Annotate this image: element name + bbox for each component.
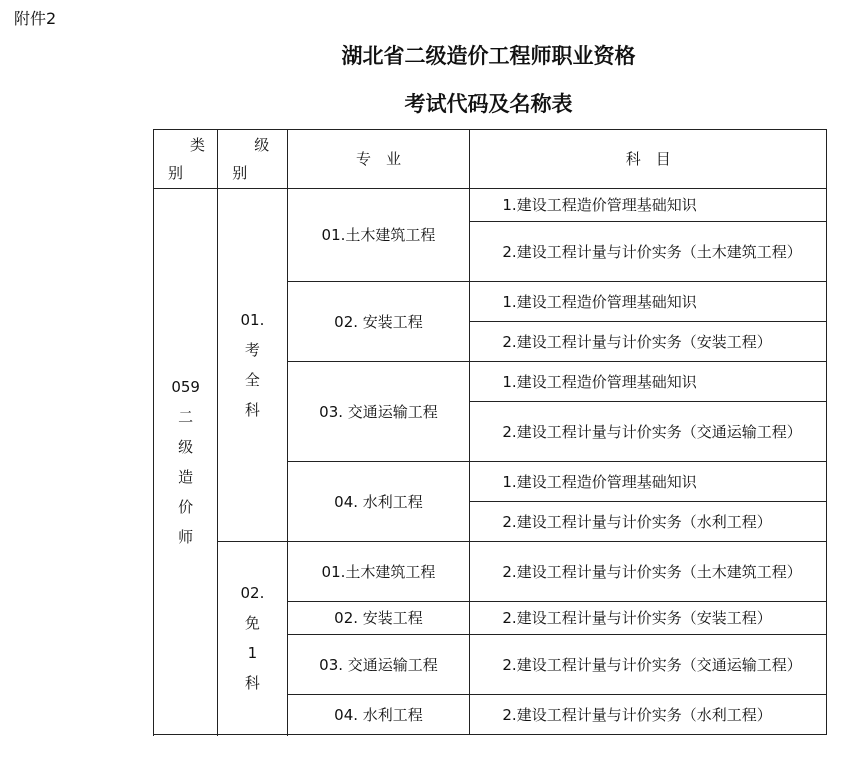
subject-cell: 2.建设工程计量与计价实务（水利工程） [470, 502, 827, 542]
table-header-row [154, 130, 827, 189]
major-cell: 02. 安装工程 [287, 602, 470, 635]
document-subtitle: 考试代码及名称表 [404, 91, 573, 116]
major-cell: 01.土木建筑工程 [287, 189, 470, 282]
subject-cell: 2.建设工程计量与计价实务（土木建筑工程） [470, 542, 827, 602]
subject-cell: 2.建设工程计量与计价实务（交通运输工程） [470, 402, 827, 462]
subject-cell: 2.建设工程计量与计价实务（水利工程） [470, 695, 827, 735]
subject-cell: 1.建设工程造价管理基础知识 [470, 282, 827, 322]
attachment-label: 附件2 [14, 9, 57, 28]
exam-code-table [153, 129, 827, 735]
header-type: 类 别 [154, 130, 218, 189]
level-cell-full: 01. 考 全 科 [218, 189, 287, 542]
header-level: 级 别 [218, 130, 287, 189]
subject-cell: 2.建设工程计量与计价实务（安装工程） [470, 322, 827, 362]
subject-cell: 2.建设工程计量与计价实务（土木建筑工程） [470, 222, 827, 282]
table-row [154, 542, 827, 602]
subject-cell: 2.建设工程计量与计价实务（安装工程） [470, 602, 827, 635]
document-title: 湖北省二级造价工程师职业资格 [341, 43, 636, 68]
subject-cell: 1.建设工程造价管理基础知识 [470, 189, 827, 222]
major-cell: 02. 安装工程 [287, 282, 470, 362]
level-cell-exempt: 02. 免 1 科 [218, 542, 287, 735]
major-cell: 04. 水利工程 [287, 695, 470, 735]
table-row [154, 189, 827, 222]
major-cell: 03. 交通运输工程 [287, 362, 470, 462]
category-cell: 059 二 级 造 价 师 [154, 189, 218, 735]
major-cell: 01.土木建筑工程 [287, 542, 470, 602]
major-cell: 03. 交通运输工程 [287, 635, 470, 695]
header-subject: 科 目 [470, 130, 827, 189]
subject-cell: 1.建设工程造价管理基础知识 [470, 362, 827, 402]
major-cell: 04. 水利工程 [287, 462, 470, 542]
subject-cell: 2.建设工程计量与计价实务（交通运输工程） [470, 635, 827, 695]
header-major: 专 业 [287, 130, 470, 189]
subject-cell: 1.建设工程造价管理基础知识 [470, 462, 827, 502]
